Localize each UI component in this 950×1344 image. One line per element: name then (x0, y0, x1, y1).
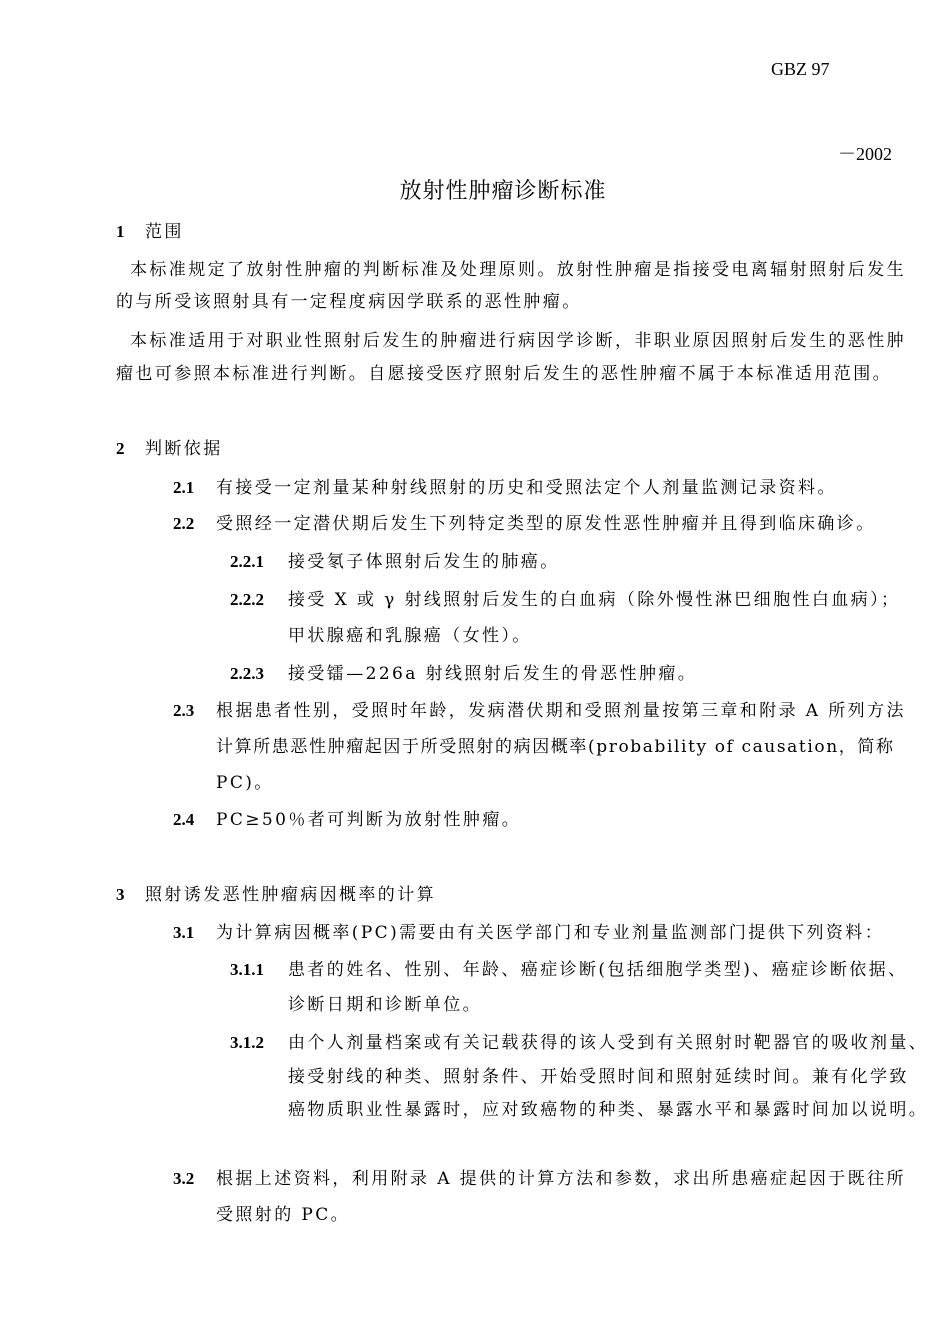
paragraph-line: 的与所受该照射具有一定程度病因学联系的恶性肿瘤。 (116, 292, 582, 312)
item-text: 由个人剂量档案或有关记载获得的该人受到有关照射时靶器官的吸收剂量、 (288, 1033, 929, 1053)
item-text: 受照经一定潜伏期后发生下列特定类型的原发性恶性肿瘤并且得到临床确诊。 (216, 514, 876, 534)
section-number: 2 (116, 439, 125, 458)
section-heading: 范围 (145, 222, 184, 242)
item-text: 根据上述资料，利用附录 A 提供的计算方法和参数，求出所患癌症起因于既往所 (216, 1169, 906, 1189)
item-number: 2.1 (173, 478, 195, 497)
item-text: PC≥50％者可判断为放射性肿瘤。 (216, 810, 522, 830)
item-number: 2.2.3 (230, 664, 264, 683)
item-number: 2.4 (173, 810, 195, 829)
standard-year: －2002 (838, 144, 892, 164)
paragraph-line: 本标准适用于对职业性照射后发生的肿瘤进行病因学诊断，非职业原因照射后发生的恶性肿 (130, 331, 906, 351)
item-number: 2.3 (173, 701, 195, 720)
item-number: 3.2 (173, 1169, 195, 1188)
page-title: 放射性肿瘤诊断标准 (399, 179, 607, 204)
item-text: 接受射线的种类、照射条件、开始受照时间和照射延续时间。兼有化学致 (288, 1067, 909, 1087)
item-text: 计算所患恶性肿瘤起因于所受照射的病因概率(probability of causation，简称 (216, 737, 895, 757)
item-text: 患者的姓名、性别、年龄、癌症诊断(包括细胞学类型)、癌症诊断依据、 (288, 960, 908, 980)
item-text: 接受 X 或 γ 射线照射后发生的白血病（除外慢性淋巴细胞性白血病）； (288, 590, 901, 610)
item-number: 2.2.1 (230, 552, 264, 571)
item-text: 接受镭—226a 射线照射后发生的骨恶性肿瘤。 (288, 664, 698, 684)
item-number: 2.2 (173, 514, 195, 533)
item-text: PC)。 (216, 773, 274, 793)
item-text: 接受氡子体照射后发生的肺癌。 (288, 552, 560, 572)
item-number: 3.1 (173, 923, 195, 942)
section-heading: 照射诱发恶性肿瘤病因概率的计算 (145, 885, 436, 905)
item-text: 有接受一定剂量某种射线照射的历史和受照法定个人剂量监测记录资料。 (216, 478, 837, 498)
paragraph-line: 瘤也可参照本标准进行判断。自愿接受医疗照射后发生的恶性肿瘤不属于本标准适用范围。 (116, 364, 892, 384)
item-number: 2.2.2 (230, 590, 264, 609)
item-text: 根据患者性别，受照时年龄，发病潜伏期和受照剂量按第三章和附录 A 所列方法 (216, 701, 906, 721)
standard-code: GBZ 97 (771, 59, 830, 79)
section-number: 1 (116, 222, 125, 241)
item-number: 3.1.1 (230, 960, 264, 979)
section-number: 3 (116, 885, 125, 904)
item-text: 为计算病因概率(PC)需要由有关医学部门和专业剂量监测部门提供下列资料： (216, 923, 885, 943)
item-text: 受照射的 PC。 (216, 1205, 351, 1225)
item-text: 癌物质职业性暴露时，应对致癌物的种类、暴露水平和暴露时间加以说明。 (288, 1100, 929, 1120)
section-heading: 判断依据 (145, 439, 223, 459)
item-text: 诊断日期和诊断单位。 (288, 995, 482, 1015)
paragraph-line: 本标准规定了放射性肿瘤的判断标准及处理原则。放射性肿瘤是指接受电离辐射照射后发生 (130, 260, 906, 280)
item-text: 甲状腺癌和乳腺癌（女性）。 (288, 626, 532, 646)
item-number: 3.1.2 (230, 1033, 264, 1052)
